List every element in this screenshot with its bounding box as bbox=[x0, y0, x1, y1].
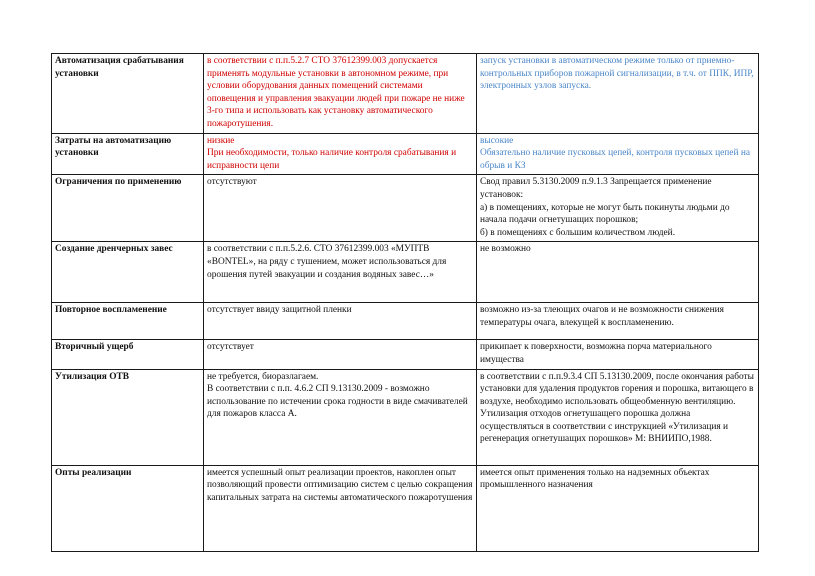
table-row bbox=[52, 340, 759, 369]
option-b-cell bbox=[477, 465, 759, 551]
criterion-cell bbox=[52, 54, 204, 134]
criterion-label: Создание дренчерных завес bbox=[55, 244, 173, 255]
option-a-text: При необходимости, только наличие контроля срабатывания и исправности цепи bbox=[207, 148, 457, 171]
criterion-cell bbox=[52, 133, 204, 175]
option-b-text: Свод правил 5.3130.2009 п.9.1.3 Запрещается применение установок: bbox=[480, 177, 712, 200]
table-row bbox=[52, 369, 759, 465]
option-b-text: в соответствии с п.п.9.3.4 СП 5.13130.2009, после окончания работы установки для удаления продуктов горения и порошка, витающего в воздухе, необходимо использовать общеобменную вентиляцию. Утилизация отходов огнетушащего порошка должна осуществляться в соответствии с инструкцией «Утилизация и регенерация огнетушащих порошков» М: ВНИИПО,1988. bbox=[480, 371, 754, 445]
option-a-text: низкие bbox=[207, 135, 235, 146]
option-a-text: В соответствии с п.п. 4.6.2 СП 9.13130.2009 - возможно использование по истечении срока годности в виде смачивателей для пожаров класса А. bbox=[207, 384, 468, 420]
option-a-text: отсутствуют bbox=[207, 177, 257, 188]
criterion-cell bbox=[52, 369, 204, 465]
table-row bbox=[52, 303, 759, 340]
option-a-cell bbox=[204, 303, 477, 340]
table-row bbox=[52, 54, 759, 134]
table-row bbox=[52, 242, 759, 303]
criterion-cell bbox=[52, 340, 204, 369]
option-a-cell bbox=[204, 54, 477, 134]
option-b-cell bbox=[477, 242, 759, 303]
option-a-cell bbox=[204, 133, 477, 175]
option-a-cell bbox=[204, 175, 477, 242]
criterion-label: Затраты на автоматизацию установки bbox=[55, 135, 172, 159]
table-row bbox=[52, 465, 759, 551]
criterion-label: Повторное воспламенение bbox=[55, 305, 167, 316]
option-b-text: имеется опыт применения только на надземных объектах промышленного назначения bbox=[480, 467, 710, 491]
criterion-cell bbox=[52, 175, 204, 242]
option-b-text: не возможно bbox=[480, 244, 531, 255]
criterion-label: Ограничения по применению bbox=[55, 177, 182, 188]
comparison-table bbox=[51, 53, 759, 552]
option-b-cell bbox=[477, 303, 759, 340]
option-b-text: высокие bbox=[480, 135, 514, 146]
option-a-cell bbox=[204, 465, 477, 551]
option-a-text: отсутствует ввиду защитной пленки bbox=[207, 305, 352, 316]
criterion-cell bbox=[52, 303, 204, 340]
criterion-cell bbox=[52, 242, 204, 303]
criterion-label: Вторичный ущерб bbox=[55, 342, 134, 353]
option-a-text: не требуется, биоразлагаем. bbox=[207, 371, 319, 382]
option-b-text: прикипает к поверхности, возможна порча материального имущества bbox=[480, 342, 712, 365]
option-b-text: Обязательно наличие пусковых цепей, контроля пусковых цепей на обрыв и КЗ bbox=[480, 148, 751, 171]
option-b-cell bbox=[477, 340, 759, 369]
option-a-cell bbox=[204, 369, 477, 465]
criterion-cell bbox=[52, 465, 204, 551]
option-a-text: отсутствует bbox=[207, 342, 254, 353]
option-b-text: а) в помещениях, которые не могут быть покинуты людьми до начала подачи огнетушащих порошков; bbox=[480, 202, 730, 226]
option-b-cell bbox=[477, 369, 759, 465]
option-b-cell bbox=[477, 133, 759, 175]
option-b-cell bbox=[477, 54, 759, 134]
option-a-text: имеется успешный опыт реализации проектов, накоплен опыт позволяющий провести оптимизацию систем с целью сокращения капитальных затрата на системы автоматического пожаротушения bbox=[207, 467, 473, 503]
option-b-text: запуск установки в автоматическом режиме только от приемно-контрольных приборов пожарной сигнализации, в т.ч. от ППК, ИПР, электронных узлов запуска. bbox=[480, 56, 754, 92]
option-a-text: в соответствии с п.п.5.2.7 СТО 37612399.003 допускается применять модульные установки в автономном режиме, при условии оборудования данных помещений системами оповещения и управления эвакуации людей при пожаре не ниже 3-го типа и использовать как установку автоматического пожаротушения. bbox=[207, 56, 465, 129]
criterion-label: Опты реализации bbox=[55, 467, 132, 478]
option-a-cell bbox=[204, 340, 477, 369]
table-row bbox=[52, 133, 759, 175]
option-b-text: возможно из-за тлеющих очагов и не возможности снижения температуры очага, влекущей к воспламенению. bbox=[480, 305, 724, 328]
table-row bbox=[52, 175, 759, 242]
option-a-text: в соответствии с п.п.5.2.6. СТО 37612399.003 «МУПТВ «BONTEL», на ряду с тушением, может использоваться для орошения путей эвакуации и создания водяных завес…» bbox=[207, 244, 447, 280]
option-a-cell bbox=[204, 242, 477, 303]
criterion-label: Автоматизация срабатывания установки bbox=[55, 56, 184, 79]
option-b-cell bbox=[477, 175, 759, 242]
option-b-text: б) в помещениях с большим количеством людей. bbox=[480, 227, 676, 238]
criterion-label: Утилизация ОТВ bbox=[55, 371, 130, 382]
